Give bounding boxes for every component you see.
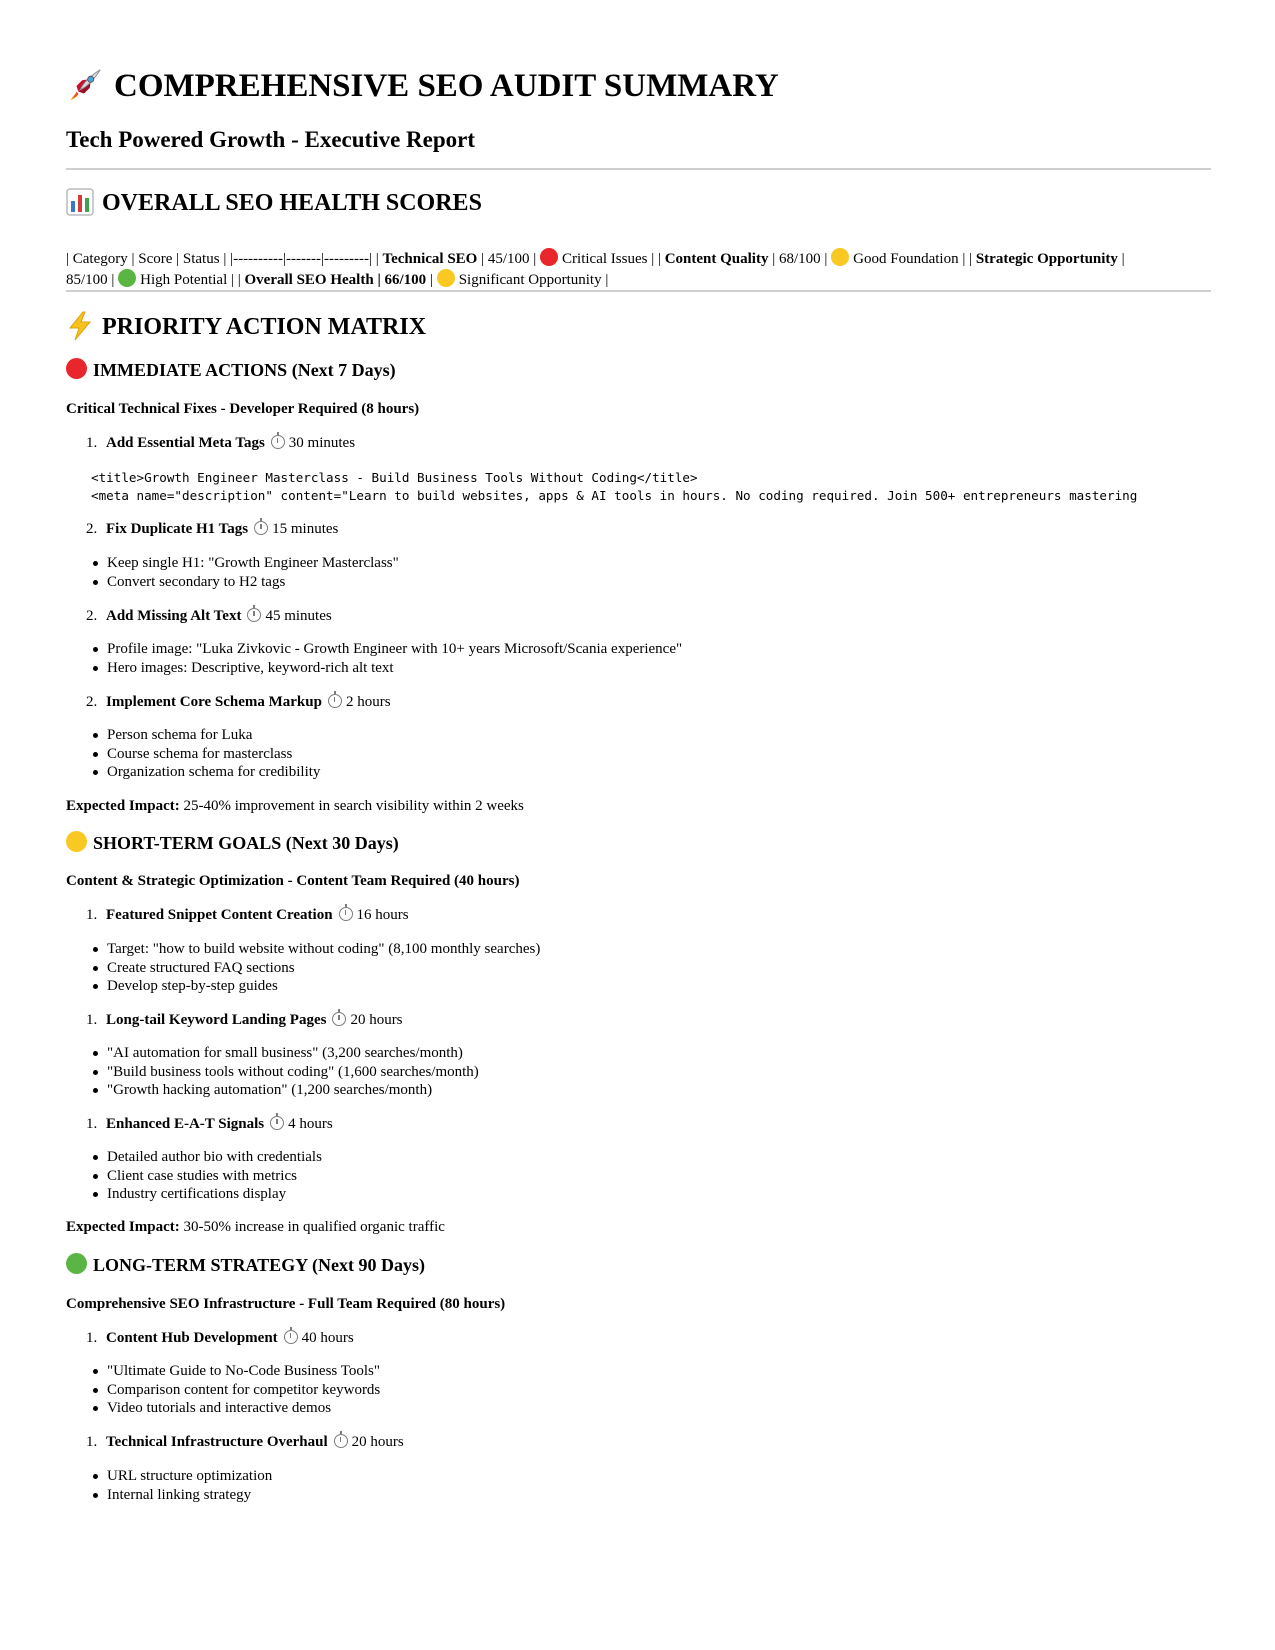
- item-number: 2.: [86, 608, 98, 624]
- row-content-quality-label: Content Quality: [664, 251, 769, 267]
- list-item: URL structure optimization: [107, 1468, 273, 1484]
- item-title: Featured Snippet Content Creation: [106, 907, 333, 923]
- matrix-heading-text: PRIORITY ACTION MATRIX: [102, 314, 427, 340]
- list-item: Organization schema for credibility: [107, 764, 321, 780]
- list-item: Video tutorials and interactive demos: [107, 1399, 380, 1418]
- item-title: Long-tail Keyword Landing Pages: [106, 1012, 327, 1028]
- rocket-icon: [66, 66, 104, 104]
- list-item: Hero images: Descriptive, keyword-rich alt text: [107, 659, 682, 678]
- stopwatch-icon: [247, 608, 261, 622]
- item-number: 2.: [86, 521, 98, 537]
- list-item: Industry certifications display: [107, 1185, 322, 1204]
- short-term-heading: [66, 830, 399, 856]
- item-number: 1.: [86, 907, 98, 923]
- bullet-list: [107, 726, 320, 782]
- bullet-list: [107, 1044, 479, 1100]
- item-title: Technical Infrastructure Overhaul: [106, 1434, 328, 1450]
- list-item: Convert secondary to H2 tags: [107, 573, 399, 592]
- stopwatch-icon: [254, 521, 268, 535]
- code-line: <title>Growth Engineer Masterclass - Build Business Tools Without Coding</title>: [91, 470, 698, 485]
- bullet-list: [107, 1148, 322, 1204]
- title-text: COMPREHENSIVE SEO AUDIT SUMMARY: [114, 68, 779, 104]
- long-term-subheading: Comprehensive SEO Infrastructure - Full Team Required (80 hours): [66, 1296, 506, 1312]
- item-number: 1.: [86, 1434, 98, 1450]
- list-item: Person schema for Luka: [107, 726, 320, 745]
- yellow-circle-icon: [831, 248, 849, 266]
- item-time: 20 hours: [351, 1434, 404, 1450]
- row-content-quality-status: Good Foundation | |: [853, 251, 973, 267]
- table-header-row: | Category | Score | Status | |----------|-------|---------| |: [66, 251, 379, 267]
- impact-label: Expected Impact:: [66, 798, 180, 814]
- row-overall-sep: |: [377, 272, 381, 288]
- row-strategic-opportunity-status: High Potential | |: [140, 272, 241, 288]
- list-item: [86, 1113, 333, 1135]
- stopwatch-icon: [284, 1330, 298, 1344]
- page-title: [66, 64, 779, 108]
- scores-heading-text: OVERALL SEO HEALTH SCORES: [102, 190, 482, 216]
- impact-label: Expected Impact:: [66, 1219, 180, 1235]
- item-number: 1.: [86, 1116, 98, 1132]
- item-number: 2.: [86, 694, 98, 710]
- list-item: Comparison content for competitor keywords: [107, 1381, 381, 1398]
- long-term-heading: [66, 1252, 425, 1278]
- item-time: 16 hours: [356, 907, 409, 923]
- list-item: Internal linking strategy: [107, 1486, 272, 1505]
- matrix-heading: [66, 310, 426, 344]
- stopwatch-icon: [339, 907, 353, 921]
- list-item: "Ultimate Guide to No-Code Business Tools": [107, 1363, 380, 1379]
- code-line: <meta name="description" content="Learn to build websites, apps & AI tools in hours. No coding required. Join 500+ entrepreneurs mastering: [91, 488, 1138, 503]
- list-item: [86, 518, 338, 540]
- bullet-list: [107, 1467, 272, 1504]
- bullet-list: [107, 554, 399, 591]
- report-subtitle: Tech Powered Growth - Executive Report: [66, 127, 476, 152]
- stopwatch-icon: [271, 435, 285, 449]
- list-item: [86, 1327, 354, 1349]
- red-circle-icon: [540, 248, 558, 266]
- immediate-heading: [66, 357, 396, 383]
- list-item: [86, 432, 355, 454]
- item-title: Content Hub Development: [106, 1330, 278, 1346]
- row-content-quality-score: | 68/100 |: [772, 251, 828, 267]
- bar-chart-icon: [66, 188, 94, 216]
- item-time: 20 hours: [350, 1012, 403, 1028]
- list-item: Keep single H1: "Growth Engineer Masterclass": [107, 555, 399, 571]
- item-title: Fix Duplicate H1 Tags: [106, 521, 249, 537]
- stopwatch-icon: [270, 1116, 284, 1130]
- scores-heading: [66, 186, 482, 220]
- row-strategic-opportunity-score: | 85/100 |: [66, 251, 1125, 288]
- short-term-heading-text: SHORT-TERM GOALS (Next 30 Days): [93, 833, 399, 853]
- row-technical-seo-score: | 45/100 |: [481, 251, 537, 267]
- item-number: 1.: [86, 1330, 98, 1346]
- item-number: 1.: [86, 435, 98, 451]
- stopwatch-icon: [328, 694, 342, 708]
- stopwatch-icon: [334, 1434, 348, 1448]
- list-item: Client case studies with metrics: [107, 1167, 322, 1186]
- item-number: 1.: [86, 1012, 98, 1028]
- list-item: Course schema for masterclass: [107, 745, 320, 764]
- row-overall-label: Overall SEO Health: [244, 272, 374, 288]
- short-term-subheading: Content & Strategic Optimization - Content Team Required (40 hours): [66, 873, 520, 889]
- divider: [66, 290, 1211, 292]
- scores-table-text: [66, 248, 1166, 290]
- item-title: Implement Core Schema Markup: [106, 694, 322, 710]
- list-item: [86, 1431, 404, 1453]
- red-circle-icon: [66, 358, 87, 379]
- list-item: Detailed author bio with credentials: [107, 1149, 322, 1165]
- list-item: Develop step-by-step guides: [107, 977, 540, 996]
- bullet-list: [107, 1362, 380, 1418]
- immediate-subheading: Critical Technical Fixes - Developer Required (8 hours): [66, 401, 420, 417]
- item-time: 4 hours: [288, 1116, 333, 1132]
- row-overall-sep2: |: [429, 272, 433, 288]
- impact-text: 30-50% increase in qualified organic traffic: [183, 1219, 445, 1235]
- bullet-list: [107, 640, 682, 677]
- row-overall-score: 66/100: [384, 272, 427, 288]
- green-circle-icon: [118, 269, 136, 287]
- list-item: [86, 904, 409, 926]
- item-title: Enhanced E-A-T Signals: [106, 1116, 265, 1132]
- row-technical-seo-label: Technical SEO: [382, 251, 478, 267]
- bullet-list: [107, 940, 540, 996]
- immediate-heading-text: IMMEDIATE ACTIONS (Next 7 Days): [93, 360, 396, 380]
- expected-impact: [66, 1217, 445, 1237]
- stopwatch-icon: [332, 1012, 346, 1026]
- item-time: 2 hours: [345, 694, 391, 710]
- row-technical-seo-status: Critical Issues | |: [562, 251, 661, 267]
- row-strategic-opportunity-label: Strategic Opportunity: [975, 251, 1118, 267]
- divider: [66, 168, 1211, 170]
- list-item: "AI automation for small business" (3,200 searches/month): [107, 1044, 479, 1063]
- list-item: "Growth hacking automation" (1,200 searches/month): [107, 1081, 479, 1100]
- list-item: [86, 605, 332, 627]
- list-item: Create structured FAQ sections: [107, 959, 540, 978]
- item-time: 45 minutes: [265, 608, 332, 624]
- item-time: 40 hours: [301, 1330, 354, 1346]
- item-title: Add Missing Alt Text: [106, 608, 242, 624]
- list-item: "Build business tools without coding" (1,600 searches/month): [107, 1063, 479, 1080]
- long-term-heading-text: LONG-TERM STRATEGY (Next 90 Days): [93, 1255, 425, 1275]
- expected-impact: [66, 796, 524, 816]
- green-circle-icon: [66, 1253, 87, 1274]
- yellow-circle-icon: [437, 269, 455, 287]
- impact-text: 25-40% improvement in search visibility within 2 weeks: [183, 798, 524, 814]
- lightning-icon: [66, 311, 94, 341]
- item-time: 30 minutes: [288, 435, 356, 451]
- list-item: Target: "how to build website without coding" (8,100 monthly searches): [107, 941, 541, 957]
- item-time: 15 minutes: [272, 521, 339, 537]
- item-title: Add Essential Meta Tags: [106, 435, 265, 451]
- list-item: [86, 1009, 403, 1031]
- list-item: [86, 691, 391, 713]
- list-item: Profile image: "Luka Zivkovic - Growth Engineer with 10+ years Microsoft/Scania experience": [107, 641, 683, 657]
- code-block: [91, 469, 1231, 505]
- yellow-circle-icon: [66, 831, 87, 852]
- row-overall-status: Significant Opportunity |: [458, 272, 609, 288]
